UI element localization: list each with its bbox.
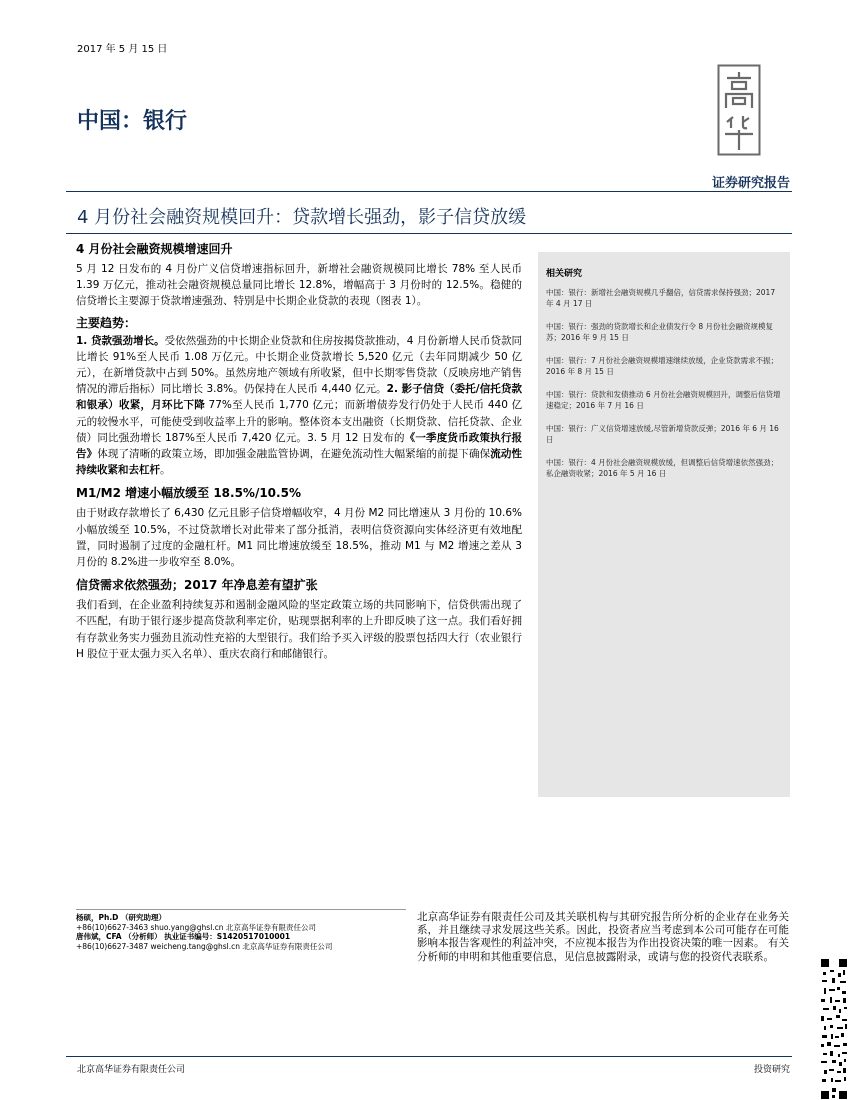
analyst-contact[interactable]: +86(10)6627-3487 weicheng.tang@ghsl.cn 北京高华证券有限责任公司 xyxy=(76,941,333,951)
report-title: 4 月份社会融资规模回升：贷款增长强劲，影子信贷放缓 xyxy=(77,207,527,228)
related-research-heading: 相关研究 xyxy=(546,269,583,279)
main-content xyxy=(76,240,522,662)
trend-3-end: 。 xyxy=(160,464,171,477)
related-research-item[interactable]: 中国：银行：广义信贷增速放缓,尽管新增贷款反弹；2016 年 6 月 16 日 xyxy=(546,424,779,444)
trends-paragraph xyxy=(76,333,522,479)
trend-3-emphasis: 流动性持续收紧和去杠杆 xyxy=(76,448,523,477)
section-heading-1: 4 月份社会融资规模增速回升 xyxy=(76,242,233,256)
section-heading-3: 信贷需求依然强劲；2017 年净息差有望扩张 xyxy=(76,578,318,593)
trend-2-lead: 2. 影子信贷（委托/信托贷款和银承）收紧，月环比下降 xyxy=(76,383,522,412)
trend-3-lead: 3. 5 月 12 日发布的 xyxy=(307,431,405,444)
trend-2-text: 77%至人民币 1,770 亿元；而新增债券发行仍处于人民币 440 亿元的较慢水平，可能使受到收益率上升的影响。整体资本支出融资（长期贷款、信托贷款、企业债）同比强劲增长 187%至人民币 7,420 亿元。 xyxy=(76,399,522,444)
footer-company: 北京高华证券有限责任公司 xyxy=(77,1065,186,1075)
trend-3-text: 体现了清晰的政策立场，即加强金融监管协调，在避免流动性大幅紧缩的前提下确保 xyxy=(97,448,491,461)
disclaimer-text: 北京高华证券有限责任公司及其关联机构与其研究报告所分析的企业存在业务关系，并且继续寻求发展这些关系。因此，投资者应当考虑到本公司可能存在可能影响本报告客观性的利益冲突，不应视本报告为作出投资决策的唯一因素。 有关分析师的申明和其他重要信息，见信息披露附录，或请与您的投资代表联系。 xyxy=(417,911,789,963)
title-divider xyxy=(66,233,792,234)
sector-title: 中国：银行 xyxy=(77,109,188,134)
qr-code-icon xyxy=(820,958,848,1100)
related-research-item[interactable]: 中国：银行：贷款和发债推动 6 月份社会融资规模回升，调整后信贷增速稳定；2016 年 7 月 16 日 xyxy=(546,390,781,410)
footer-divider xyxy=(66,1056,792,1057)
analyst-block xyxy=(76,913,396,951)
related-research-item[interactable]: 中国：银行：4 月份社会融资规模放缓，但调整后信贷增速依然强劲；私企融资收紧；2016 年 5 月 16 日 xyxy=(546,458,779,478)
trend-1-lead: 1. 贷款强劲增长。 xyxy=(76,334,165,347)
paragraph-2: 由于财政存款增长了 6,430 亿元且影子信贷增幅收窄，4 月份 M2 同比增速从 3 月份的 10.6%小幅放缓至 10.5%，不过贷款增长对此带来了部分抵消，表明信贷资源向实体经济更有效地配置，同时遏制了过度的金融杠杆。M1 同比增速放缓至 18.5%，推动 M1 与 M2 增速之差从 3 月份的 8.2%进一步收窄至 8.0%。 xyxy=(76,507,522,569)
company-logo-seal xyxy=(717,64,761,156)
trend-1-text: 受依然强劲的中长期企业贷款和住房按揭贷款推动，4 月份新增人民币贷款同比增长 91%至人民币 1.08 万亿元。中长期企业贷款增长 5,520 亿元（去年同期减少 50 亿元），在新增贷款中占到 50%。虽然房地产领域有所收紧，但中长期零售贷款（反映房地产销售情况的滞后指标）同比增长 3.8%。仍保持在人民币 4,440 亿元。 xyxy=(76,334,522,396)
section-heading-2: M1/M2 增速小幅放缓至 18.5%/10.5% xyxy=(76,486,301,501)
related-research-sidebar xyxy=(538,252,790,797)
analyst-divider xyxy=(76,909,406,910)
related-research-item[interactable]: 中国：银行：新增社会融资规模几乎翻倍，信贷需求保持强劲；2017 年 4 月 17 日 xyxy=(546,288,776,308)
related-research-item[interactable]: 中国：银行：7 月份社会融资规模增速继续放缓，企业贷款需求不振；2016 年 8 月 15 日 xyxy=(546,356,779,376)
report-type-label: 证券研究报告 xyxy=(711,176,790,191)
key-trends-heading: 主要趋势： xyxy=(76,315,137,330)
paragraph-3: 我们看到，在企业盈利持续复苏和遏制金融风险的坚定政策立场的共同影响下，信贷供需出现了不匹配，有助于银行逐步提高贷款利率定价，贴现票据利率的上升即反映了这一点。我们看好拥有存款业务实力强劲且流动性充裕的大型银行。我们给予买入评级的股票包括四大行（农业银行 H 股位于亚太强力买入名单）、重庆农商行和邮储银行。 xyxy=(76,599,522,660)
related-research-item[interactable]: 中国：银行：强劲的贷款增长和企业债发行令 8 月份社会融资规模复苏；2016 年 9 月 15 日 xyxy=(546,322,774,342)
analyst-name: 唐伟斌，CFA （分析师） 执业证书编号：S1420517010001 xyxy=(76,932,291,941)
report-date: 2017 年 5 月 15 日 xyxy=(77,44,168,55)
analyst-name: 杨硕，Ph.D （研究助理） xyxy=(76,913,167,922)
footer-label: 投资研究 xyxy=(753,1065,790,1075)
policy-report-link: 《一季度货币政策执行报告》 xyxy=(76,431,523,461)
header-divider xyxy=(66,191,792,192)
paragraph-1: 5 月 12 日发布的 4 月份广义信贷增速指标回升，新增社会融资规模同比增长 78% 至人民币 1.39 万亿元，推动社会融资规模总量同比增长 12.8%，增幅高于 3 月份时的 12.5%。稳健的信贷增长主要源于贷款增速强劲、特别是中长期企业贷款的表现（图表 1）。 xyxy=(76,263,522,308)
analyst-contact[interactable]: +86(10)6627-3463 shuo.yang@ghsl.cn 北京高华证券有限责任公司 xyxy=(76,922,316,932)
